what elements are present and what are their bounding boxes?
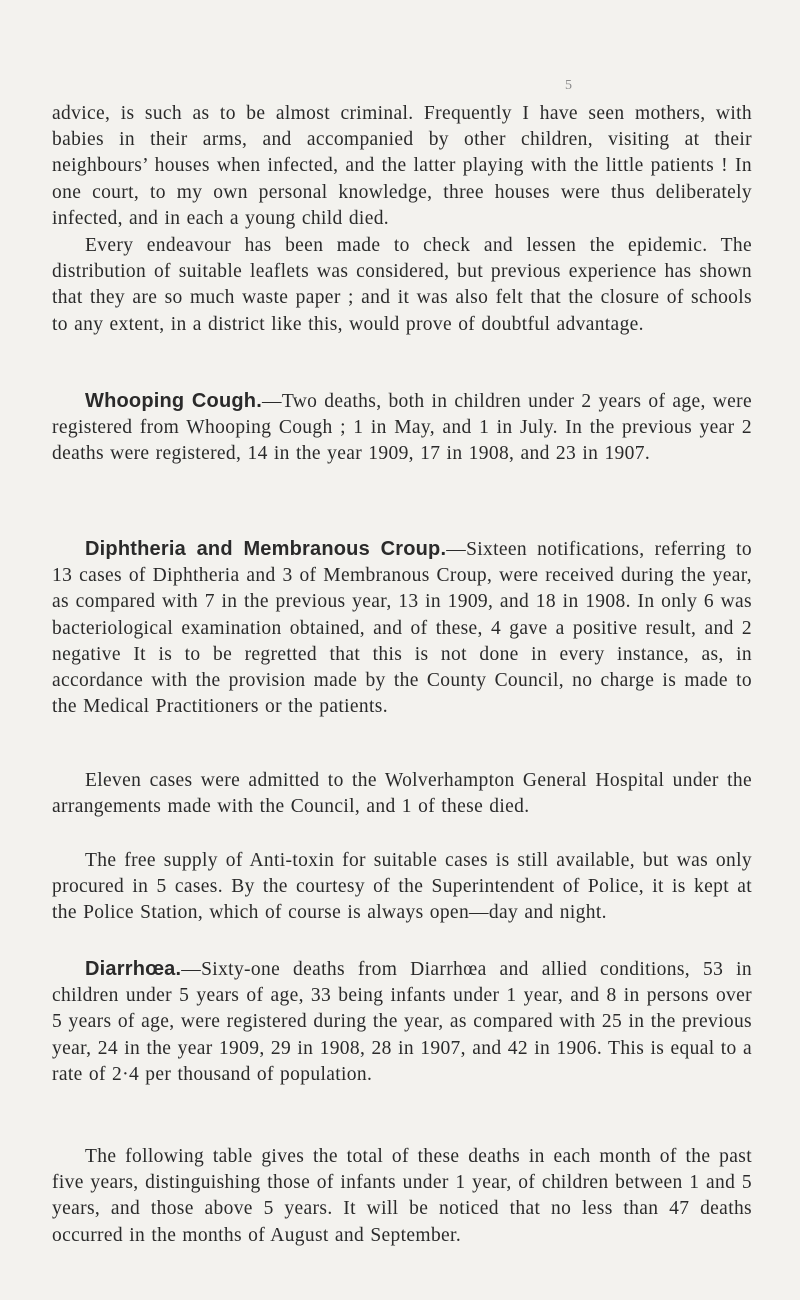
- paragraph-hospital-admissions: Eleven cases were admitted to the Wolverhampton General Hospital under the arrangements made with the Council, and 1 of these died.: [52, 770, 752, 818]
- heading-diphtheria: Diphtheria and Membranous Croup.: [85, 538, 447, 560]
- diarrhoea-text: —Sixty-one deaths from Diarrhœa and allied conditions, 53 in children under 5 years of age, 33 being infants under 1 year, and 8 in persons over 5 years of age, were registered during the year, as compared with 25 in the previous year, 24 in the year 1909, 29 in 1908, 28 in 1907, and 42 in 1906. This is equal to a rate of 2·4 per thousand of population.: [52, 959, 752, 1085]
- whooping-cough-text: —Two deaths, both in children under 2 years of age, were registered from Whooping Cough ; 1 in May, and 1 in July. In the previous year 2 deaths were registered, 14 in the year 1909, 17 in 1908, and 23 in 1907.: [52, 391, 752, 465]
- heading-diarrhoea: Diarrhœa.: [85, 958, 182, 980]
- page-number: 5: [565, 78, 572, 93]
- paragraph-infection-advice: advice, is such as to be almost criminal. Frequently I have seen mothers, with babies in their arms, and accompanied by other children, visiting at their neighbours’ houses when infected, and the latter playing with the little patients ! In one court, to my own personal knowledge, three houses were thus deliberately infected, and in each a young child died.: [52, 103, 752, 229]
- paragraph-diarrhoea: [52, 956, 752, 1088]
- paragraph-diphtheria: [52, 536, 752, 720]
- diphtheria-text: —Sixteen notifications, referring to 13 cases of Diphtheria and 3 of Membranous Croup, were received during the year, as compared with 7 in the previous year, 13 in 1909, and 18 in 1908. In only 6 was bacteriological examination obtained, and of these, 4 gave a positive result, and 2 negative It is to be regretted that this is not done in every instance, as, in accordance with the provision made by the County Council, no charge is made to the Medical Practitioners or the patients.: [52, 539, 752, 718]
- paragraph-anti-toxin: The free supply of Anti-toxin for suitable cases is still available, but was only procured in 5 cases. By the courtesy of the Superintendent of Police, it is kept at the Police Station, which of course is always open—day and night.: [52, 850, 752, 924]
- paragraph-whooping-cough: [52, 388, 752, 468]
- heading-whooping-cough: Whooping Cough.: [85, 390, 262, 412]
- paragraph-table-intro: The following table gives the total of these deaths in each month of the past five years, distinguishing those of infants under 1 year, of children between 1 and 5 years, and those above 5 years. It will be noticed that no less than 47 deaths occurred in the months of August and September.: [52, 1146, 752, 1246]
- paragraph-epidemic-measures: Every endeavour has been made to check and lessen the epidemic. The distribution of suitable leaflets was considered, but previous experience has shown that they are so much waste paper ; and it was also felt that the closure of schools to any extent, in a district like this, would prove of doubtful advantage.: [52, 235, 752, 335]
